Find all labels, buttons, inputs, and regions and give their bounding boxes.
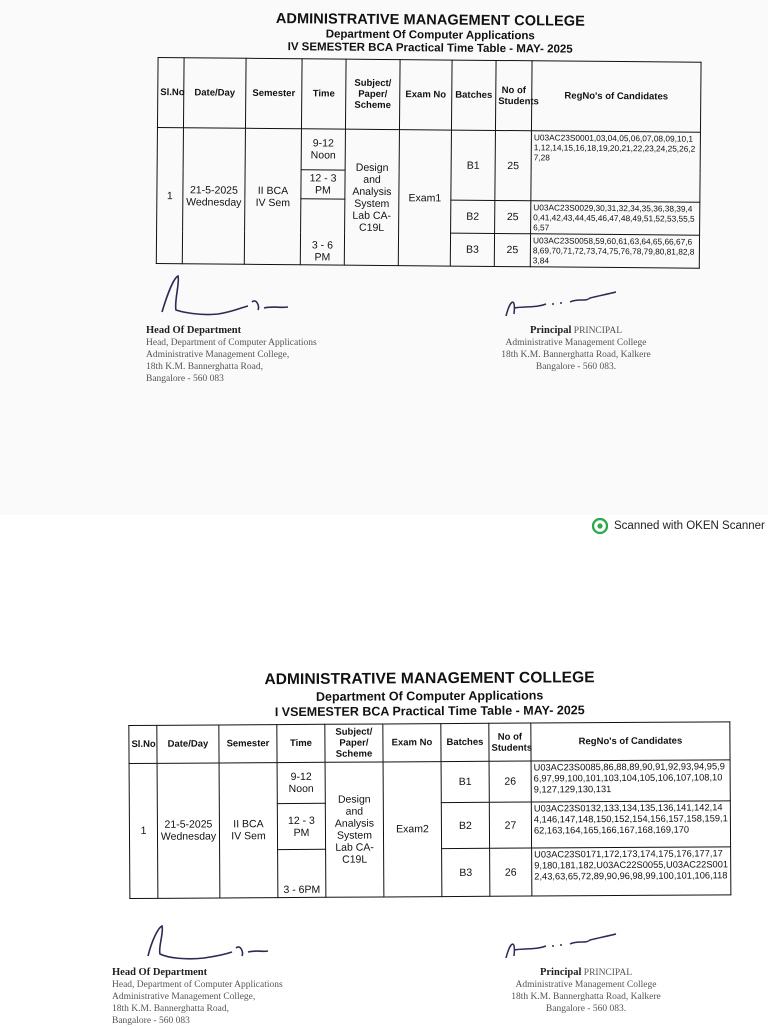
principal-signature — [486, 290, 626, 320]
college-title: ADMINISTRATIVE MANAGEMENT COLLEGE — [264, 669, 595, 689]
header-students: No of Students — [495, 60, 532, 130]
header-date: Date/Day — [157, 725, 219, 763]
header-semester: Semester — [245, 58, 302, 128]
hod-title: Head Of Department — [146, 325, 242, 336]
scanned-page-2 — [0, 580, 768, 1024]
semester-class: II BCA — [257, 184, 289, 197]
principal-stamp-line-1: PRINCIPAL — [573, 326, 623, 336]
cell-students-3: 25 — [494, 233, 530, 266]
cell-exam: Exam1 — [398, 130, 451, 266]
principal-stamp-line-1: PRINCIPAL — [583, 968, 633, 978]
header-batches: Batches — [451, 60, 496, 130]
oken-scanner-logo-icon — [592, 518, 608, 534]
hod-stamp-line-2: Administrative Management College, — [146, 350, 290, 360]
header-batches: Batches — [441, 723, 489, 761]
semester-title: IV SEMESTER BCA Practical Time Table - MAY- 2025 — [287, 41, 573, 56]
header-date: Date/Day — [183, 58, 246, 129]
hod-stamp-line-3: 18th K.M. Bannerghatta Road, — [146, 362, 263, 372]
cell-regno-2: U03AC23S0029,30,31,32,34,35,36,38,39,40,41,42,43,44,45,46,47,48,49,51,52,53,55,56,57 — [531, 201, 700, 235]
cell-batch-2: B2 — [441, 802, 489, 848]
hod-title: Head Of Department — [112, 967, 208, 978]
principal-signature — [486, 932, 626, 962]
cell-regno-3: U03AC23S0058,59,60,61,63,64,65,66,67,68,69,70,71,72,73,74,75,76,78,79,80,81,82,83,84 — [530, 234, 699, 268]
principal-title: Principal — [539, 967, 582, 978]
principal-stamp-line-4: Bangalore - 560 083. — [545, 1004, 627, 1014]
timetable — [156, 57, 702, 269]
hod-signature — [140, 272, 300, 320]
hod-stamp-line-4: Bangalore - 560 083 — [146, 374, 224, 384]
department-title: Department Of Computer Applications — [325, 28, 535, 43]
principal-stamp-line-2: Administrative Management College — [515, 980, 657, 990]
header-subject: Subject/ Paper/ Scheme — [345, 59, 400, 129]
hod-signature-block — [140, 272, 330, 385]
cell-subject: Design and Analysis System Lab CA-C19L — [325, 762, 384, 897]
timetable-sheet-2 — [128, 668, 732, 899]
cell-semester — [219, 763, 278, 898]
cell-batch-1: B1 — [451, 130, 496, 200]
semester-number: IV Sem — [231, 830, 266, 843]
hod-signature — [112, 922, 272, 962]
header-semester: Semester — [219, 725, 277, 763]
cell-students-1: 26 — [489, 761, 531, 802]
cell-batch-3: B3 — [442, 848, 490, 896]
header-regno: RegNo's of Candidates — [531, 61, 701, 132]
semester-class: II BCA — [233, 818, 264, 831]
cell-students-2: 27 — [489, 802, 531, 848]
college-title: ADMINISTRATIVE MANAGEMENT COLLEGE — [275, 11, 586, 30]
header-time: Time — [277, 724, 325, 762]
day-value: Wednesday — [160, 830, 217, 843]
cell-students-3: 26 — [490, 848, 532, 896]
cell-batch-2: B2 — [451, 200, 495, 233]
cell-date — [157, 763, 220, 898]
principal-stamp-line-3: 18th K.M. Bannerghatta Road, Kalkere — [501, 350, 651, 360]
cell-time-3: 3 - 6PM — [278, 849, 326, 897]
principal-signature-block — [486, 290, 666, 373]
cell-students-1: 25 — [495, 130, 532, 200]
cell-exam: Exam2 — [383, 762, 442, 897]
principal-stamp-line-2: Administrative Management College — [505, 338, 647, 348]
cell-time-1: 9-12 Noon — [277, 762, 325, 803]
timetable-sheet-1 — [156, 10, 703, 269]
principal-stamp-line-4: Bangalore - 560 083. — [535, 362, 617, 372]
principal-stamp-line-3: 18th K.M. Bannerghatta Road, Kalkere — [511, 992, 661, 1002]
header-exam: Exam No — [399, 60, 452, 130]
principal-title: Principal — [529, 325, 572, 336]
cell-batch-1: B1 — [441, 761, 489, 802]
hod-stamp-line-2: Administrative Management College, — [112, 992, 256, 1002]
cell-semester — [244, 128, 301, 264]
header-subject: Subject/ Paper/ Scheme — [325, 724, 383, 762]
principal-signature-block — [486, 932, 686, 1015]
cell-time-1: 9-12 Noon — [301, 129, 345, 170]
hod-stamp — [112, 967, 312, 1027]
scanner-text: Scanned with OKEN Scanner — [614, 520, 765, 532]
cell-slno: 1 — [156, 127, 183, 263]
header-time: Time — [301, 59, 346, 129]
cell-regno-1: U03AC23S0085,86,88,89,90,91,92,93,94,95,96,97,99,100,101,103,104,105,106,107,108,109,127,129,130,131 — [531, 760, 730, 802]
cell-regno-2: U03AC23S0132,133,134,135,136,141,142,144,146,147,148,150,152,154,156,157,158,159,162,163,164,165,166,167,168,169,170 — [531, 801, 730, 848]
cell-subject: Design and Analysis System Lab CA-C19L — [344, 129, 399, 265]
day-value: Wednesday — [186, 195, 242, 209]
timetable — [128, 721, 731, 899]
header-slno: Sl.No — [157, 58, 184, 128]
cell-date — [182, 128, 245, 265]
cell-students-2: 25 — [495, 200, 531, 233]
cell-time-3: 3 - 6 PM — [300, 199, 345, 265]
cell-regno-1: U03AC23S0001,03,04,05,06,07,08,09,10,11,12,14,15,16,18,19,20,21,22,23,24,25,26,27,28 — [531, 131, 701, 202]
cell-slno: 1 — [129, 763, 158, 898]
header-slno: Sl.No — [129, 725, 157, 763]
hod-stamp — [146, 325, 330, 385]
principal-stamp — [486, 325, 666, 373]
cell-time-2: 12 - 3 PM — [301, 170, 345, 199]
hod-stamp-line-3: 18th K.M. Bannerghatta Road, — [112, 1004, 229, 1014]
semester-number: IV Sem — [255, 196, 291, 209]
hod-stamp-line-4: Bangalore - 560 083 — [112, 1016, 190, 1026]
hod-signature-block — [112, 922, 312, 1027]
hod-stamp-line-1: Head, Department of Computer Applications — [112, 980, 283, 990]
header-regno: RegNo's of Candidates — [531, 722, 730, 761]
date-value: 21-5-2025 — [164, 818, 213, 831]
principal-stamp — [486, 967, 686, 1015]
semester-title: I VSEMESTER BCA Practical Time Table - MAY- 2025 — [274, 703, 585, 720]
date-value: 21-5-2025 — [189, 183, 238, 197]
header-exam: Exam No — [383, 724, 441, 762]
hod-stamp-line-1: Head, Department of Computer Applications — [146, 338, 317, 348]
department-title: Department Of Computer Applications — [315, 688, 544, 704]
header-students: No of Students — [489, 723, 531, 761]
cell-batch-3: B3 — [450, 233, 494, 266]
cell-regno-3: U03AC23S0171,172,173,174,175,176,177,179,180,181,182,U03AC22S0055,U03AC22S0012,43,63,65,72,89,90,96,98,99,100,101,106,118 — [532, 847, 731, 896]
scanner-watermark — [592, 518, 765, 534]
cell-time-2: 12 - 3 PM — [277, 803, 325, 849]
